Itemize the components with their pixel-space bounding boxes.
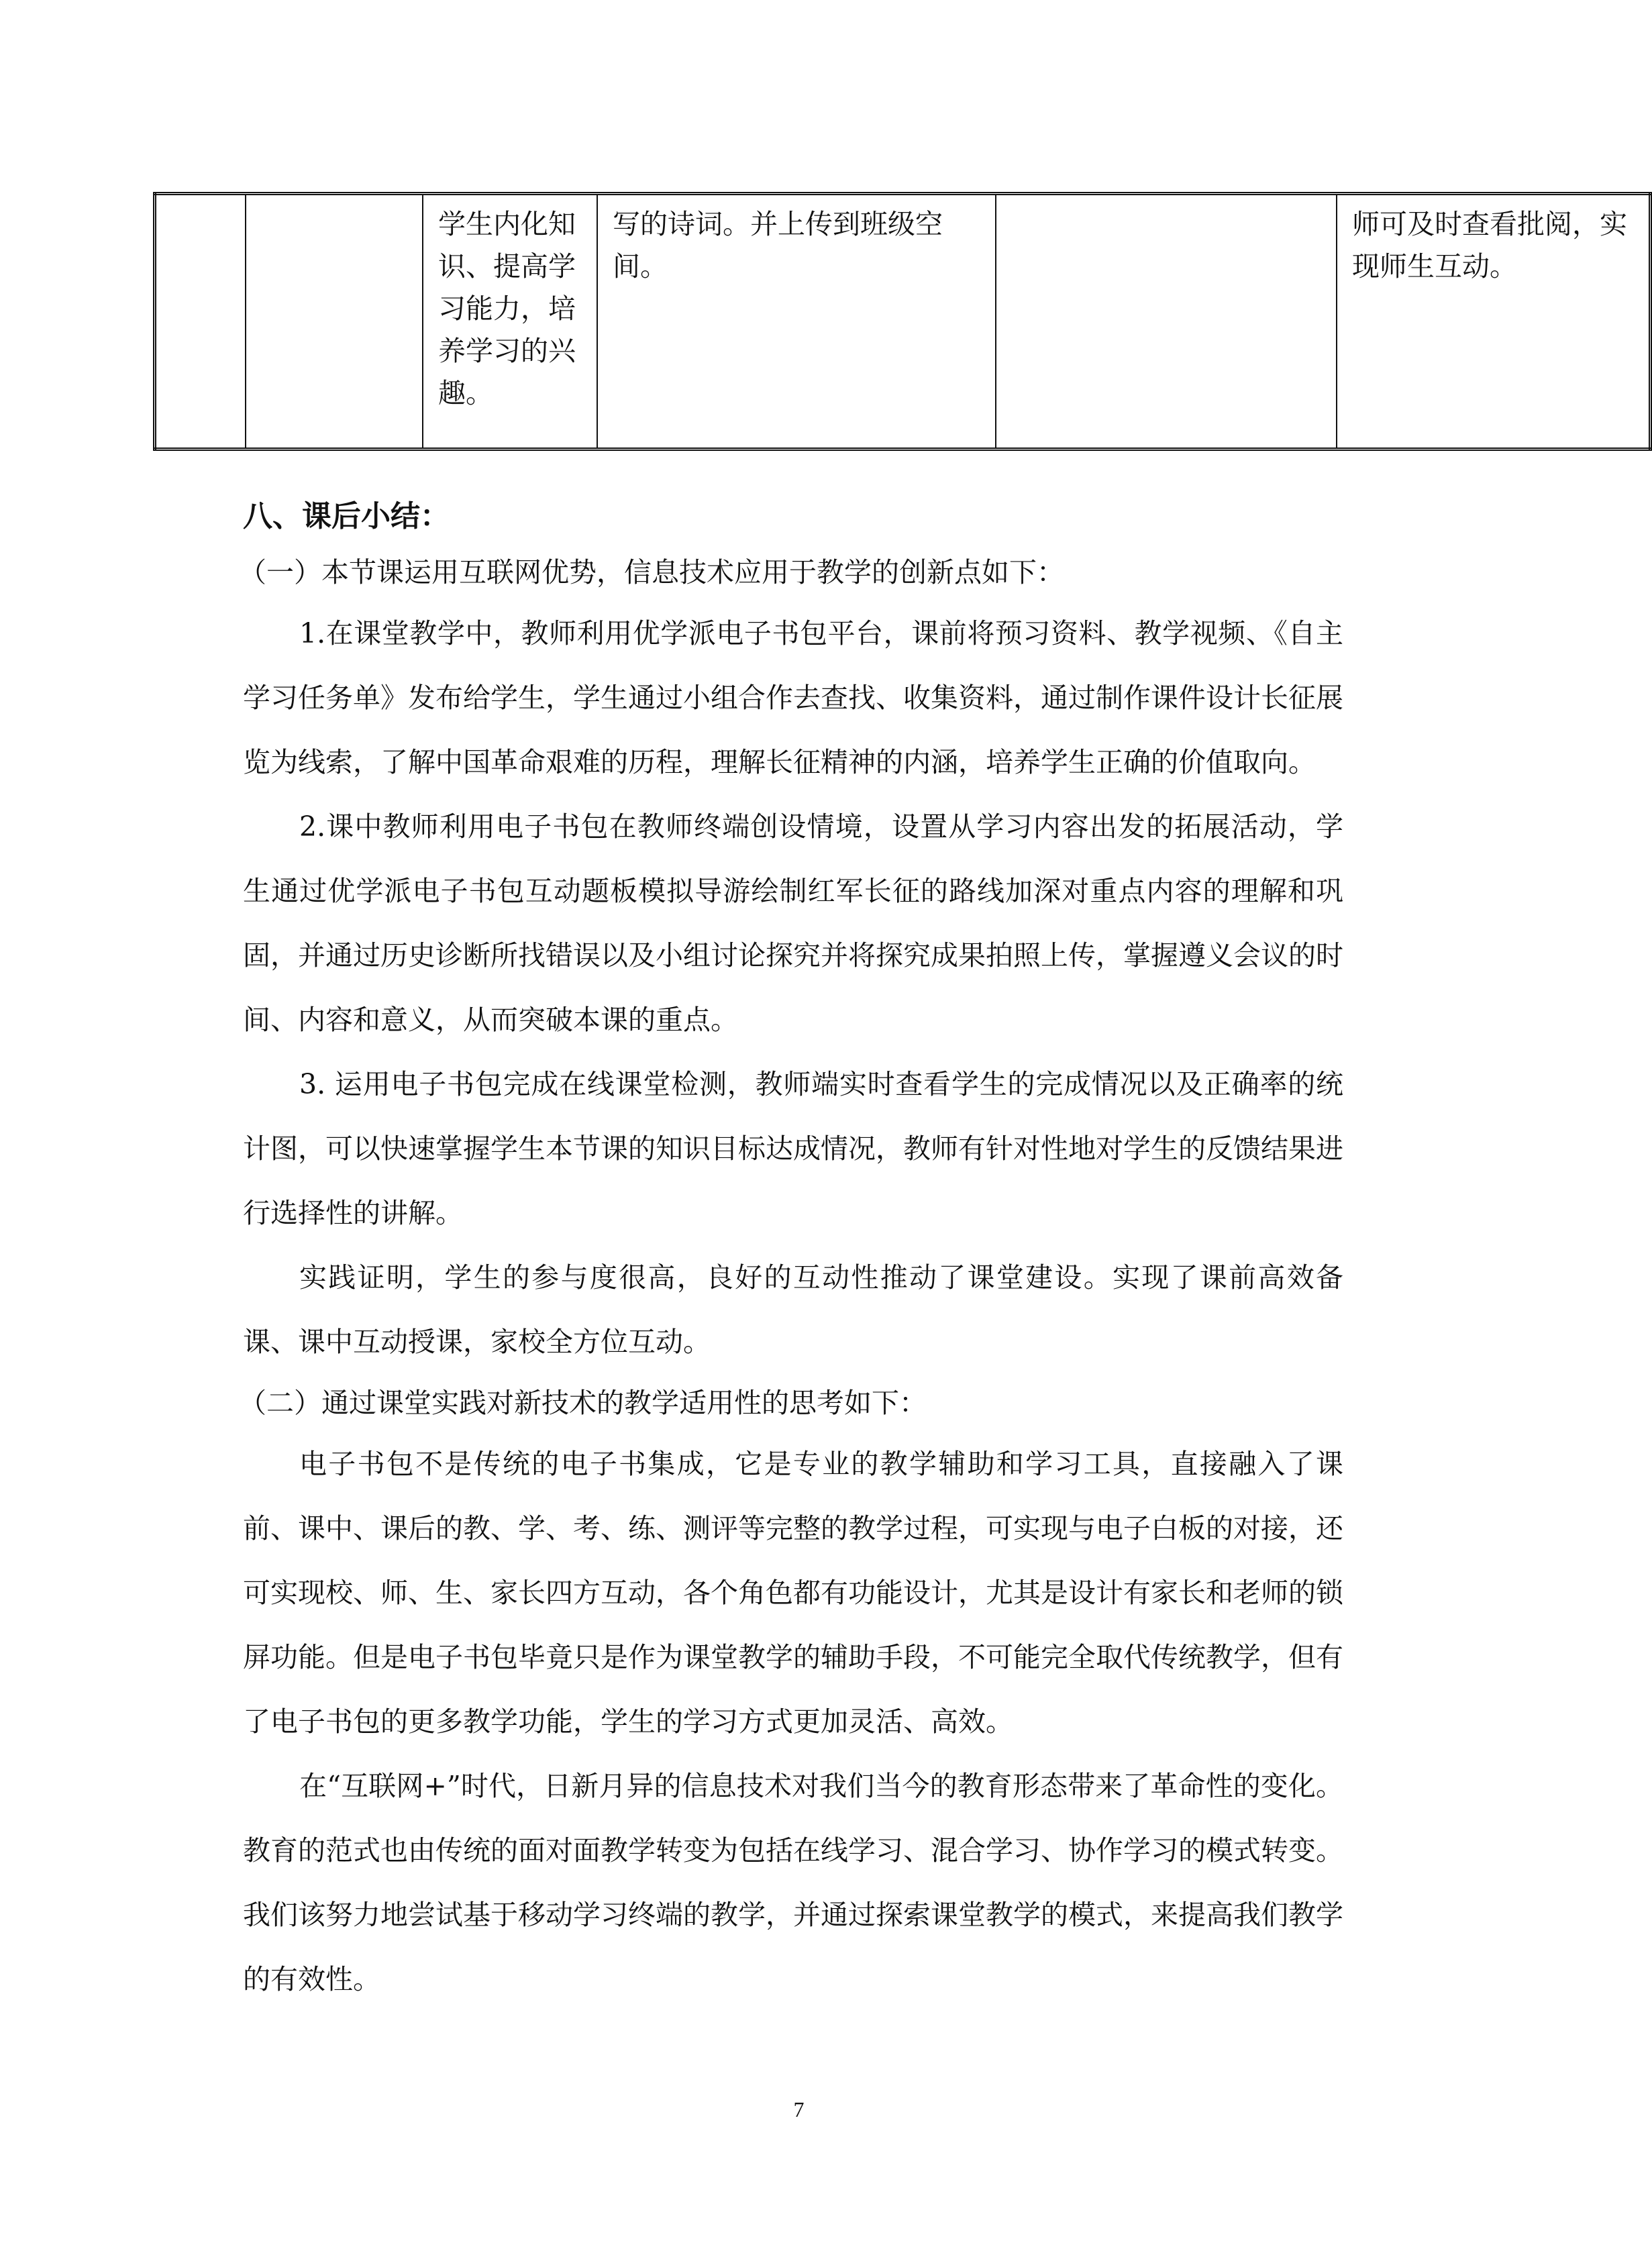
table-cell: [155, 194, 246, 450]
paragraph: 3. 运用电子书包完成在线课堂检测，教师端实时查看学生的完成情况以及正确率的统计图，可以快速掌握学生本节课的知识目标达成情况，教师有针对性地对学生的反馈结果进行选择性的讲解。: [243, 1068, 1343, 1229]
table-cell: 师可及时查看批阅，实现师生互动。: [1337, 194, 1651, 450]
subsection-title-2: （二）通过课堂实践对新技术的教学适用性的思考如下：: [239, 1387, 927, 1419]
section-heading: 八、课后小结：: [243, 499, 450, 533]
table-row: [155, 194, 1651, 450]
table-cell: [246, 194, 423, 450]
subsection-title-1: （一）本节课运用互联网优势，信息技术应用于教学的创新点如下：: [239, 556, 1064, 588]
section-summary: [239, 490, 1343, 2011]
paragraph: 在“互联网+”时代，日新月异的信息技术对我们当今的教育形态带来了革命性的变化。教育的范式也由传统的面对面教学转变为包括在线学习、混合学习、协作学习的模式转变。我们该努力地尝试基于移动学习终端的教学，并通过探索课堂教学的模式，来提高我们教学的有效性。: [243, 1770, 1343, 1995]
table-cell: 学生内化知识、提高学习能力，培养学习的兴趣。: [423, 194, 597, 450]
table-cell: 写的诗词。并上传到班级空间。: [597, 194, 996, 450]
table-cell: [996, 194, 1337, 450]
paragraph: 2.课中教师利用电子书包在教师终端创设情境，设置从学习内容出发的拓展活动，学生通过优学派电子书包互动题板模拟导游绘制红军长征的路线加深对重点内容的理解和巩固，并通过历史诊断所找错误以及小组讨论探究并将探究成果拍照上传，掌握遵义会议的时间、内容和意义，从而突破本课的重点。: [243, 810, 1343, 1036]
paragraph: 实践证明，学生的参与度很高，良好的互动性推动了课堂建设。实现了课前高效备课、课中互动授课，家校全方位互动。: [243, 1261, 1343, 1358]
paragraph: 1.在课堂教学中，教师利用优学派电子书包平台，课前将预习资料、教学视频、《自主学习任务单》发布给学生，学生通过小组合作去查找、收集资料，通过制作课件设计长征展览为线索，了解中国革命艰难的历程，理解长征精神的内涵，培养学生正确的价值取向。: [243, 617, 1343, 778]
lesson-plan-table-continuation: [153, 192, 1652, 451]
paragraph: 电子书包不是传统的电子书集成，它是专业的教学辅助和学习工具，直接融入了课前、课中、课后的教、学、考、练、测评等完整的教学过程，可实现与电子白板的对接，还可实现校、师、生、家长四方互动，各个角色都有功能设计，尤其是设计有家长和老师的锁屏功能。但是电子书包毕竟只是作为课堂教学的辅助手段，不可能完全取代传统教学，但有了电子书包的更多教学功能，学生的学习方式更加灵活、高效。: [243, 1448, 1343, 1738]
page-number: 7: [793, 2097, 805, 2121]
